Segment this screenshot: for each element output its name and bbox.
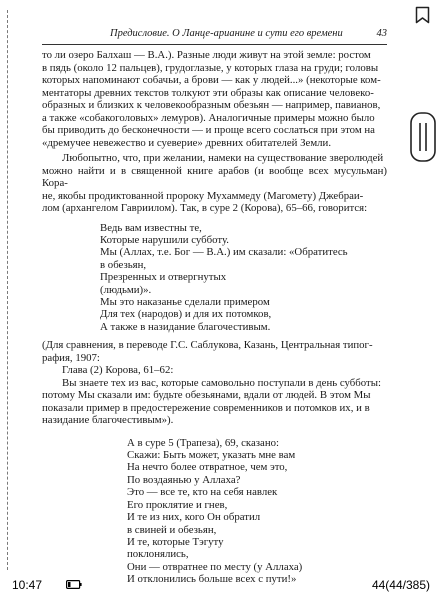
verse-line: Ведь вам известны те, (100, 221, 202, 234)
quote-verse-2 (42, 437, 387, 586)
verse-line: Его проклятие и гнев, (127, 498, 228, 511)
running-head (42, 28, 387, 45)
text-line: образных и близких к человекообразным обезьян — например, павианов, (42, 99, 381, 111)
text-line: а также «собакоголовых» лемуров). Аналогичные примеры можно было (42, 111, 375, 124)
running-head-title: Предисловие. О Ланце-арианине и сути его времени (110, 28, 343, 39)
page-number: 43 (376, 28, 387, 39)
text-line: (Для сравнения, в переводе Г.С. Саблукова, Казань, Центральная типог- (42, 339, 373, 352)
text-line: то ли озеро Балхаш — В.А.). Разные люди живут на этой земле: ростом (42, 49, 371, 61)
verse-line: в свиней и обезьян, (127, 523, 217, 536)
verse-line: Это — все те, кто на себя навлек (127, 486, 278, 499)
verse-line: По воздаянью у Аллаха? (127, 473, 241, 486)
verse-line: в обезьян, (100, 258, 147, 271)
text-line: назидание благочестивым»). (42, 414, 174, 427)
text-line: лом (архангелом Гавриилом). Так, в суре 2 (Корова), 65–66, говорится: (42, 202, 368, 214)
page-counter[interactable]: 44(44/385) (371, 578, 430, 592)
battery-low-icon (66, 580, 82, 589)
bookmark-icon[interactable] (415, 6, 430, 24)
verse-line: Презренных и отвергнутых (100, 271, 227, 284)
verse-line: Которые нарушили субботу. (100, 233, 229, 246)
verse-line: На нечто более отвратное, чем это, (127, 461, 288, 474)
text-line: не, якобы продиктованной пророку Мухаммеду (Магомету) Джебраи- (42, 189, 364, 202)
book-page[interactable] (42, 28, 387, 592)
text-line: рафия, 1907: (42, 351, 100, 364)
verse-line: И те из них, кого Он обратил (127, 511, 261, 524)
verse-line: И отклонились больше всех с пути!» (127, 573, 297, 586)
verse-line: Они — отвратнее по месту (у Аллаха) (127, 560, 303, 573)
text-line: «дремучее невежество и суеверие» древних обитателей Земли. (42, 136, 332, 149)
verse-line: поклонялись, (127, 548, 189, 561)
verse-line: Для тех (народов) и для их потомков, (100, 308, 272, 321)
text-line: в пядь (около 12 пальцев), грудоглазые, у которых глаза на груди; головы (42, 61, 379, 74)
text-line: показали пример в предостережение современников и потомков их, и в (42, 401, 370, 414)
verse-line: И те, которые Тэгуту (127, 535, 224, 548)
page-turn-handle-icon[interactable] (410, 112, 436, 162)
text-line: ментаторы древних текстов толкуют эти образы как описание человеко- (42, 86, 374, 99)
verse-line: Мы (Аллах, т.е. Бог — В.А.) им сказали: «Обратитесь (100, 246, 348, 259)
verse-line: Скажи: Быть может, указать мне вам (127, 449, 296, 462)
verse-line: Мы это наказанье сделали примером (100, 295, 270, 308)
paragraph-3 (42, 339, 387, 427)
text-line: Любопытно, что, при желании, намеки на существование зверолюдей (62, 152, 384, 164)
paragraph-2 (42, 152, 387, 215)
page-fold-dashed-line (7, 10, 8, 570)
status-bar (0, 575, 440, 595)
verse-line: (людьми)». (100, 283, 152, 296)
verse-line: А в суре 5 (Трапеза), 69, сказано: (127, 436, 280, 449)
paragraph-1 (42, 49, 387, 149)
text-line: Глава (2) Корова, 61–62: (62, 364, 174, 377)
text-line: Вы знаете тех из вас, которые самовольно поступали в день субботы: (62, 376, 381, 389)
clock: 10:47 (12, 578, 43, 592)
text-line: потому Мы сказали им: будьте обезьянами, вдали от людей. В этом Мы (42, 389, 371, 402)
verse-line: А также в назидание благочестивым. (100, 320, 271, 333)
text-line: бы приводить до бесконечности — и проще всего сослаться при этом на (42, 124, 375, 136)
quote-verse-1 (42, 222, 387, 334)
text-line: которых напоминают собачьи, а брови — как у людей...» (некоторые ком- (42, 74, 381, 86)
text-line: можно найти и в священной книге арабов (и вообще всех мусульман) Кора- (42, 164, 387, 189)
